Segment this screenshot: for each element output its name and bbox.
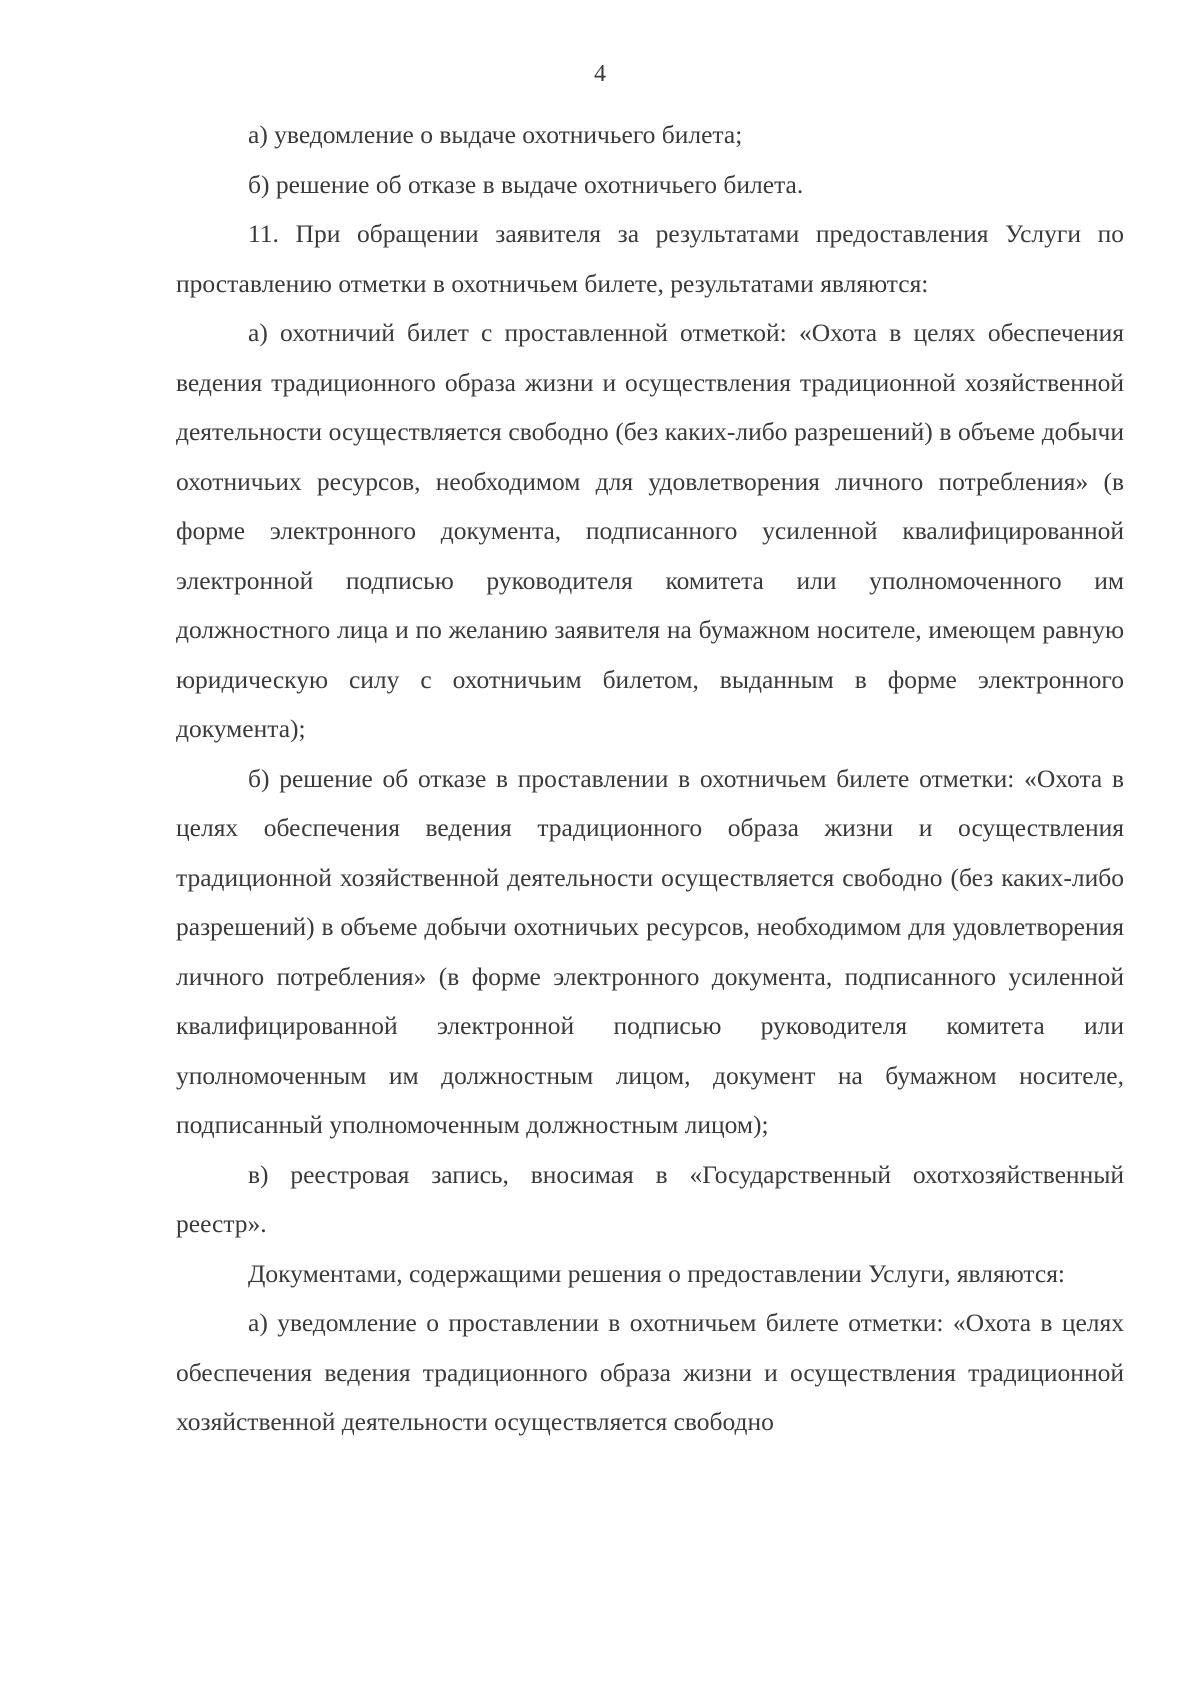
paragraph-refusal-issue: б) решение об отказе в выдаче охотничьего билета. [248, 169, 804, 199]
paragraph-registry-entry: в) реестровая запись, вносимая в «Государственный охотхозяйственный реестр». [176, 1159, 1124, 1238]
paragraph-notice-issue: а) уведомление о выдаче охотничьего билета; [248, 120, 743, 149]
paragraph-decision-documents: Документами, содержащими решения о предоставлении Услуги, являются: [248, 1258, 1066, 1288]
paragraph-refusal-mark: б) решение об отказе в проставлении в охотничьем билете отметки: «Охота в целях обеспечения ведения традиционного образа жизни и осуществления традиционной хозяйственной деятельности осуществляется свободно (без каких-либо разрешений) в объеме добычи охотничьих ресурсов, необходимом для удовлетворения личного потребления» (в форме электронного документа, подписанного усиленной квалифицированной электронной подписью руководителя комитета или уполномоченным им должностным лицом, документ на бумажном носителе, подписанный уполномоченным должностным лицом); [176, 763, 1124, 1139]
document-body [176, 110, 1124, 1447]
page-number: 4 [594, 61, 606, 87]
paragraph-item-11: 11. При обращении заявителя за результатами предоставления Услуги по проставлению отметки в охотничьем билете, результатами являются: [176, 219, 1124, 298]
paragraph-notice-mark: а) уведомление о проставлении в охотничьем билете отметки: «Охота в целях обеспечения ведения традиционного образа жизни и осуществления традиционной хозяйственной деятельности осуществляется свободно [176, 1308, 1124, 1436]
paragraph-hunting-ticket-mark: а) охотничий билет с проставленной отметкой: «Охота в целях обеспечения ведения традиционного образа жизни и осуществления традиционной хозяйственной деятельности осуществляется свободно (без каких-либо разрешений) в объеме добычи охотничьих ресурсов, необходимом для удовлетворения личного потребления» (в форме электронного документа, подписанного усиленной квалифицированной электронной подписью руководителя комитета или уполномоченного им должностного лица и по желанию заявителя на бумажном носителе, имеющем равную юридическую силу с охотничьим билетом, выданным в форме электронного документа); [176, 318, 1124, 743]
